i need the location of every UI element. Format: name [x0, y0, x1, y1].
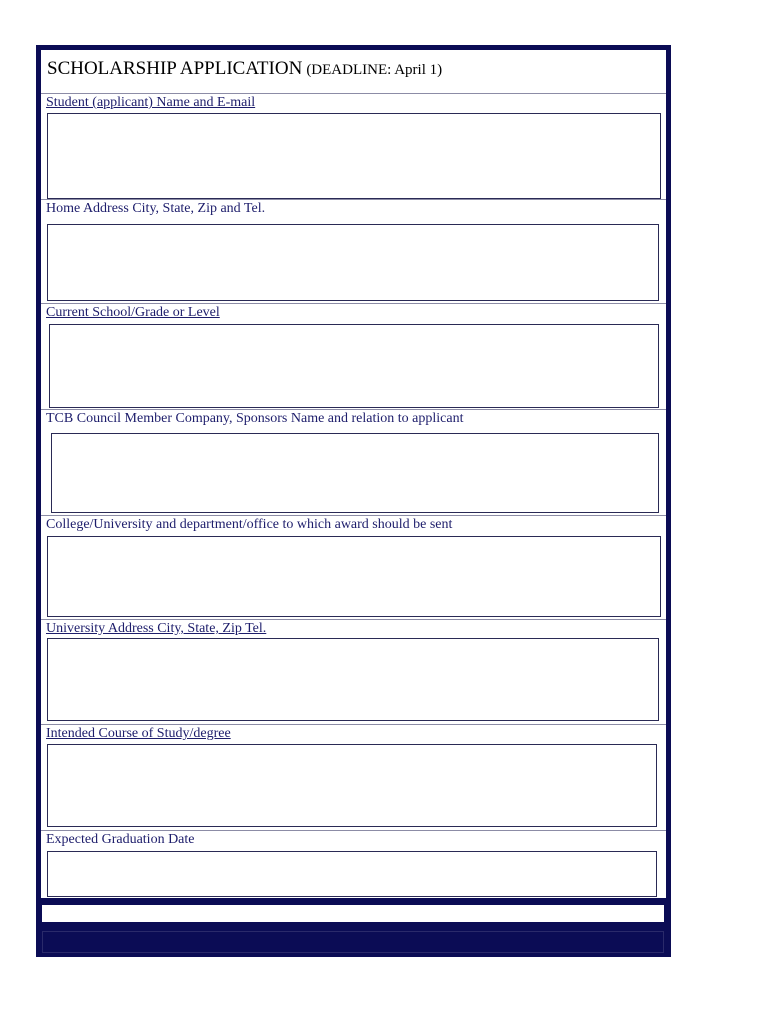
section-graduation-date [41, 831, 666, 898]
form-header [41, 50, 666, 94]
section-label-current-school: Current School/Grade or Level [46, 305, 220, 320]
section-course-of-study [41, 725, 666, 831]
section-label-university-address: University Address City, State, Zip Tel. [46, 621, 267, 636]
footer-band [42, 931, 664, 953]
section-college [41, 516, 666, 620]
section-current-school [41, 304, 666, 410]
section-home-address [41, 200, 666, 304]
section-university-address [41, 620, 666, 725]
form-title-line [47, 58, 442, 80]
section-label-sponsor: TCB Council Member Company, Sponsors Name and relation to applicant [46, 411, 464, 426]
section-sponsor [41, 410, 666, 516]
graduation-date-field[interactable] [47, 851, 657, 897]
form-title: SCHOLARSHIP APPLICATION [47, 58, 303, 79]
form-body [41, 50, 666, 898]
current-school-field[interactable] [49, 324, 659, 408]
section-label-college: College/University and department/office to which award should be sent [46, 517, 453, 532]
college-university-field[interactable] [47, 536, 661, 617]
course-of-study-field[interactable] [47, 744, 657, 827]
section-label-graduation-date: Expected Graduation Date [46, 832, 195, 847]
scholarship-form [36, 45, 671, 957]
university-address-field[interactable] [47, 638, 659, 721]
footer-blank-bar [42, 905, 664, 922]
deadline-note: (DEADLINE: April 1) [306, 62, 443, 78]
student-name-email-field[interactable] [47, 113, 661, 199]
section-student-name [41, 94, 666, 200]
section-label-course-of-study: Intended Course of Study/degree [46, 726, 231, 741]
section-label-student-name: Student (applicant) Name and E-mail [46, 95, 256, 110]
sponsor-field[interactable] [51, 433, 659, 513]
home-address-field[interactable] [47, 224, 659, 301]
section-label-home-address: Home Address City, State, Zip and Tel. [46, 201, 266, 216]
